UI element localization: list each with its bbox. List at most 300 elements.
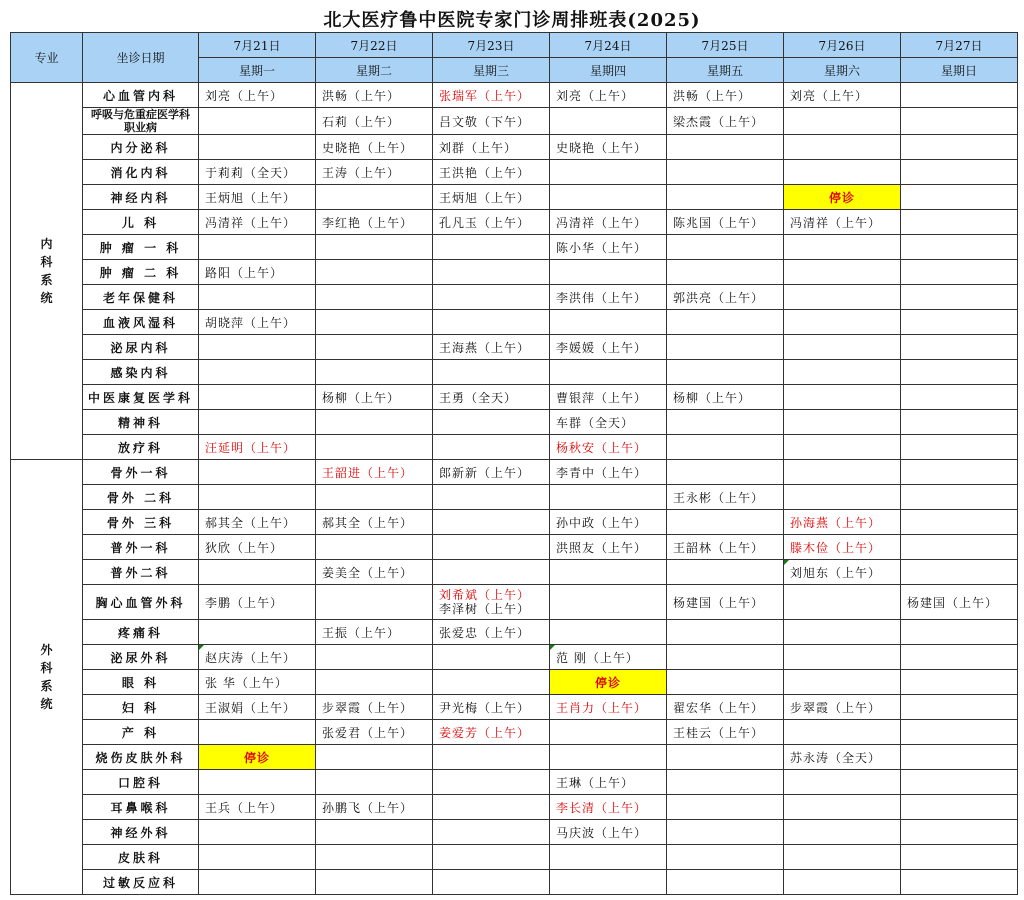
department-name: 心血管内科: [83, 83, 199, 108]
doctor-cell: 刘亮（上午）: [784, 83, 901, 108]
empty-cell: [550, 720, 667, 745]
empty-cell: [433, 645, 550, 670]
doctor-cell: 洪畅（上午）: [667, 83, 784, 108]
header-date: 7月21日: [199, 33, 316, 58]
doctor-cell: 王勇（全天）: [433, 385, 550, 410]
empty-cell: [199, 620, 316, 645]
empty-cell: [901, 335, 1018, 360]
empty-cell: [784, 310, 901, 335]
empty-cell: [667, 510, 784, 535]
header-clinic-date: 坐诊日期: [83, 33, 199, 83]
doctor-cell: 刘群（上午）: [433, 135, 550, 160]
empty-cell: [901, 460, 1018, 485]
empty-cell: [667, 845, 784, 870]
department-name: 血液风湿科: [83, 310, 199, 335]
department-name: 感染内科: [83, 360, 199, 385]
empty-cell: [901, 485, 1018, 510]
doctor-cell: 步翠霞（上午）: [316, 695, 433, 720]
doctor-cell: 张瑞军（上午）: [433, 83, 550, 108]
empty-cell: [667, 185, 784, 210]
table-row: [11, 770, 1018, 795]
department-name: 骨外 二科: [83, 485, 199, 510]
doctor-cell: 孙鹏飞（上午）: [316, 795, 433, 820]
empty-cell: [316, 485, 433, 510]
empty-cell: [433, 285, 550, 310]
doctor-cell: 杨建国（上午）: [667, 585, 784, 620]
doctor-cell: 王振（上午）: [316, 620, 433, 645]
suspended-cell: 停诊: [784, 185, 901, 210]
empty-cell: [667, 310, 784, 335]
empty-cell: [550, 360, 667, 385]
empty-cell: [784, 160, 901, 185]
empty-cell: [199, 135, 316, 160]
empty-cell: [316, 360, 433, 385]
empty-cell: [550, 870, 667, 895]
empty-cell: [901, 795, 1018, 820]
empty-cell: [433, 670, 550, 695]
empty-cell: [199, 770, 316, 795]
doctor-cell: 胡晓萍（上午）: [199, 310, 316, 335]
table-row: [11, 745, 1018, 770]
table-row: [11, 83, 1018, 108]
header-date: 7月24日: [550, 33, 667, 58]
doctor-cell: 苏永涛（全天）: [784, 745, 901, 770]
empty-cell: [199, 285, 316, 310]
doctor-cell: 李长清（上午）: [550, 795, 667, 820]
department-name: 泌尿内科: [83, 335, 199, 360]
empty-cell: [316, 870, 433, 895]
doctor-cell: 翟宏华（上午）: [667, 695, 784, 720]
empty-cell: [433, 260, 550, 285]
empty-cell: [667, 360, 784, 385]
empty-cell: [433, 845, 550, 870]
doctor-cell: 史晓艳（上午）: [550, 135, 667, 160]
empty-cell: [901, 695, 1018, 720]
table-row: [11, 870, 1018, 895]
doctor-cell: 王洪艳（上午）: [433, 160, 550, 185]
empty-cell: [667, 795, 784, 820]
empty-cell: [316, 820, 433, 845]
doctor-cell: 杨秋安（上午）: [550, 435, 667, 460]
doctor-cell: 李鹏（上午）: [199, 585, 316, 620]
table-row: [11, 585, 1018, 620]
table-row: [11, 620, 1018, 645]
empty-cell: [901, 845, 1018, 870]
doctor-cell: 李红艳（上午）: [316, 210, 433, 235]
department-name: 骨外 三科: [83, 510, 199, 535]
empty-cell: [784, 285, 901, 310]
empty-cell: [316, 185, 433, 210]
header-weekday: 星期日: [901, 58, 1018, 83]
empty-cell: [316, 770, 433, 795]
empty-cell: [901, 310, 1018, 335]
empty-cell: [433, 360, 550, 385]
table-row: [11, 795, 1018, 820]
department-name: 呼吸与危重症医学科职业病: [83, 108, 199, 135]
doctor-cell: 步翠霞（上午）: [784, 695, 901, 720]
empty-cell: [667, 770, 784, 795]
table-row: [11, 360, 1018, 385]
table-header: [11, 33, 1018, 83]
doctor-cell: 孔凡玉（上午）: [433, 210, 550, 235]
empty-cell: [667, 745, 784, 770]
department-name: 妇 科: [83, 695, 199, 720]
table-row: [11, 235, 1018, 260]
empty-cell: [199, 108, 316, 135]
empty-cell: [199, 235, 316, 260]
department-name: 中医康复医学科: [83, 385, 199, 410]
suspended-cell: 停诊: [550, 670, 667, 695]
empty-cell: [901, 385, 1018, 410]
doctor-cell: 李青中（上午）: [550, 460, 667, 485]
doctor-cell: 史晓艳（上午）: [316, 135, 433, 160]
doctor-cell: 李洪伟（上午）: [550, 285, 667, 310]
empty-cell: [667, 620, 784, 645]
header-date: 7月26日: [784, 33, 901, 58]
table-body: [11, 83, 1018, 895]
doctor-cell: 陈小华（上午）: [550, 235, 667, 260]
doctor-cell: 曹银萍（上午）: [550, 385, 667, 410]
empty-cell: [433, 820, 550, 845]
empty-cell: [316, 745, 433, 770]
department-name: 胸心血管外科: [83, 585, 199, 620]
empty-cell: [199, 720, 316, 745]
department-name: 精神科: [83, 410, 199, 435]
doctor-cell: 郎新新（上午）: [433, 460, 550, 485]
doctor-cell: 滕木俭（上午）: [784, 535, 901, 560]
table-row: [11, 485, 1018, 510]
table-row: [11, 385, 1018, 410]
department-name: 产 科: [83, 720, 199, 745]
doctor-cell: 马庆波（上午）: [550, 820, 667, 845]
empty-cell: [550, 310, 667, 335]
group-name: 内科系统: [40, 237, 53, 305]
group-name: 外科系统: [40, 643, 53, 711]
empty-cell: [433, 560, 550, 585]
table-row: [11, 335, 1018, 360]
empty-cell: [784, 820, 901, 845]
doctor-cell: 吕文敬（下午）: [433, 108, 550, 135]
empty-cell: [433, 745, 550, 770]
empty-cell: [433, 535, 550, 560]
department-name: 过敏反应科: [83, 870, 199, 895]
header-specialty: 专业: [11, 33, 83, 83]
department-name: 泌尿外科: [83, 645, 199, 670]
empty-cell: [199, 335, 316, 360]
empty-cell: [199, 845, 316, 870]
empty-cell: [784, 385, 901, 410]
department-name: 神经内科: [83, 185, 199, 210]
empty-cell: [433, 410, 550, 435]
empty-cell: [433, 235, 550, 260]
header-weekday: 星期五: [667, 58, 784, 83]
department-name: 普外二科: [83, 560, 199, 585]
empty-cell: [199, 360, 316, 385]
table-row: [11, 135, 1018, 160]
department-name: 眼 科: [83, 670, 199, 695]
empty-cell: [550, 745, 667, 770]
empty-cell: [901, 870, 1018, 895]
empty-cell: [199, 560, 316, 585]
doctor-cell: 杨建国（上午）: [901, 585, 1018, 620]
doctor-cell: 杨柳（上午）: [316, 385, 433, 410]
table-row: [11, 820, 1018, 845]
table-row: [11, 260, 1018, 285]
table-row: [11, 460, 1018, 485]
empty-cell: [316, 410, 433, 435]
department-name: 内分泌科: [83, 135, 199, 160]
doctor-cell: 王永彬（上午）: [667, 485, 784, 510]
empty-cell: [901, 210, 1018, 235]
empty-cell: [550, 185, 667, 210]
doctor-cell: 刘亮（上午）: [550, 83, 667, 108]
empty-cell: [784, 360, 901, 385]
empty-cell: [901, 360, 1018, 385]
empty-cell: [316, 645, 433, 670]
table-row: [11, 535, 1018, 560]
doctor-cell: 于莉莉（全天）: [199, 160, 316, 185]
empty-cell: [901, 435, 1018, 460]
doctor-cell: 洪畅（上午）: [316, 83, 433, 108]
table-row: [11, 160, 1018, 185]
header-weekday: 星期一: [199, 58, 316, 83]
empty-cell: [667, 435, 784, 460]
doctor-cell: 狄欣（上午）: [199, 535, 316, 560]
header-weekday: 星期六: [784, 58, 901, 83]
doctor-cell: 梁杰霞（上午）: [667, 108, 784, 135]
empty-cell: [901, 235, 1018, 260]
empty-cell: [901, 720, 1018, 745]
empty-cell: [667, 410, 784, 435]
doctor-cell: 刘旭东（上午）: [784, 560, 901, 585]
empty-cell: [316, 585, 433, 620]
empty-cell: [784, 645, 901, 670]
department-name: 肿 瘤 一 科: [83, 235, 199, 260]
empty-cell: [901, 510, 1018, 535]
empty-cell: [433, 510, 550, 535]
empty-cell: [784, 108, 901, 135]
empty-cell: [199, 485, 316, 510]
empty-cell: [433, 770, 550, 795]
empty-cell: [901, 410, 1018, 435]
header-date: 7月25日: [667, 33, 784, 58]
empty-cell: [199, 385, 316, 410]
doctor-entry: 刘希斌（上午）: [439, 588, 531, 602]
department-name: 口腔科: [83, 770, 199, 795]
doctor-cell: 冯清祥（上午）: [784, 210, 901, 235]
empty-cell: [784, 485, 901, 510]
empty-cell: [784, 585, 901, 620]
department-name: 普外一科: [83, 535, 199, 560]
empty-cell: [550, 485, 667, 510]
table-row: [11, 108, 1018, 135]
doctor-cell: 郝其全（上午）: [316, 510, 433, 535]
empty-cell: [901, 160, 1018, 185]
table-row: [11, 510, 1018, 535]
empty-cell: [433, 795, 550, 820]
header-date: 7月22日: [316, 33, 433, 58]
table-row: [11, 185, 1018, 210]
doctor-cell: 冯清祥（上午）: [199, 210, 316, 235]
empty-cell: [784, 720, 901, 745]
empty-cell: [901, 135, 1018, 160]
empty-cell: [784, 410, 901, 435]
doctor-cell: 张爱忠（上午）: [433, 620, 550, 645]
doctor-cell: 汪延明（上午）: [199, 435, 316, 460]
empty-cell: [901, 108, 1018, 135]
empty-cell: [667, 460, 784, 485]
suspended-cell: 停诊: [199, 745, 316, 770]
department-name: 疼痛科: [83, 620, 199, 645]
doctor-cell: 姜爱芳（上午）: [433, 720, 550, 745]
empty-cell: [667, 820, 784, 845]
empty-cell: [433, 435, 550, 460]
empty-cell: [784, 845, 901, 870]
empty-cell: [784, 770, 901, 795]
empty-cell: [199, 460, 316, 485]
empty-cell: [667, 670, 784, 695]
doctor-cell: 王韶进（上午）: [316, 460, 433, 485]
doctor-cell: 陈兆国（上午）: [667, 210, 784, 235]
empty-cell: [784, 670, 901, 695]
doctor-cell: 王桂云（上午）: [667, 720, 784, 745]
header-weekday: 星期二: [316, 58, 433, 83]
doctor-cell: 王兵（上午）: [199, 795, 316, 820]
doctor-cell: 李媛媛（上午）: [550, 335, 667, 360]
empty-cell: [901, 745, 1018, 770]
empty-cell: [316, 260, 433, 285]
department-name: 神经外科: [83, 820, 199, 845]
table-row: [11, 695, 1018, 720]
empty-cell: [316, 310, 433, 335]
empty-cell: [784, 460, 901, 485]
empty-cell: [784, 135, 901, 160]
empty-cell: [667, 560, 784, 585]
empty-cell: [316, 335, 433, 360]
group-label: [11, 460, 83, 895]
department-name: 老年保健科: [83, 285, 199, 310]
department-name: 烧伤皮肤外科: [83, 745, 199, 770]
doctor-cell: 张 华（上午）: [199, 670, 316, 695]
table-row: [11, 285, 1018, 310]
empty-cell: [901, 83, 1018, 108]
empty-cell: [316, 235, 433, 260]
empty-cell: [550, 585, 667, 620]
table-row: [11, 560, 1018, 585]
table-row: [11, 435, 1018, 460]
empty-cell: [550, 160, 667, 185]
empty-cell: [784, 260, 901, 285]
doctor-cell: 郭洪亮（上午）: [667, 285, 784, 310]
doctor-cell: 孙海燕（上午）: [784, 510, 901, 535]
empty-cell: [433, 485, 550, 510]
doctor-cell: 洪照友（上午）: [550, 535, 667, 560]
doctor-cell: 刘亮（上午）: [199, 83, 316, 108]
doctor-cell: 范 刚（上午）: [550, 645, 667, 670]
empty-cell: [316, 435, 433, 460]
empty-cell: [901, 260, 1018, 285]
empty-cell: [901, 560, 1018, 585]
doctor-cell: 赵庆涛（上午）: [199, 645, 316, 670]
empty-cell: [433, 870, 550, 895]
department-name: 儿 科: [83, 210, 199, 235]
empty-cell: [901, 645, 1018, 670]
empty-cell: [784, 795, 901, 820]
empty-cell: [667, 160, 784, 185]
doctor-cell: 王肖力（上午）: [550, 695, 667, 720]
table-row: [11, 310, 1018, 335]
table-row: [11, 410, 1018, 435]
empty-cell: [550, 845, 667, 870]
empty-cell: [901, 670, 1018, 695]
empty-cell: [784, 435, 901, 460]
doctor-cell: 王炳旭（上午）: [199, 185, 316, 210]
header-date: 7月27日: [901, 33, 1018, 58]
empty-cell: [316, 285, 433, 310]
empty-cell: [784, 620, 901, 645]
doctor-entry: 李泽树（上午）: [439, 602, 531, 616]
empty-cell: [316, 535, 433, 560]
header-weekday: 星期三: [433, 58, 550, 83]
department-name: 消化内科: [83, 160, 199, 185]
doctor-cell: 尹光梅（上午）: [433, 695, 550, 720]
department-name: 骨外一科: [83, 460, 199, 485]
empty-cell: [550, 560, 667, 585]
doctor-cell: 王炳旭（上午）: [433, 185, 550, 210]
empty-cell: [667, 135, 784, 160]
empty-cell: [667, 260, 784, 285]
department-name: 放疗科: [83, 435, 199, 460]
empty-cell: [901, 535, 1018, 560]
header-date: 7月23日: [433, 33, 550, 58]
doctor-cell: 郝其全（上午）: [199, 510, 316, 535]
doctor-cell: [433, 585, 550, 620]
empty-cell: [316, 845, 433, 870]
doctor-cell: 车群（全天）: [550, 410, 667, 435]
page-title: 北大医疗鲁中医院专家门诊周排班表(2025): [323, 10, 701, 31]
empty-cell: [901, 820, 1018, 845]
department-name: 耳鼻喉科: [83, 795, 199, 820]
empty-cell: [199, 820, 316, 845]
doctor-cell: 冯清祥（上午）: [550, 210, 667, 235]
doctor-cell: 王韶林（上午）: [667, 535, 784, 560]
empty-cell: [316, 670, 433, 695]
table-row: [11, 845, 1018, 870]
empty-cell: [667, 870, 784, 895]
empty-cell: [667, 645, 784, 670]
empty-cell: [784, 870, 901, 895]
empty-cell: [667, 335, 784, 360]
empty-cell: [550, 260, 667, 285]
department-name: 肿 瘤 二 科: [83, 260, 199, 285]
doctor-cell: 张爱君（上午）: [316, 720, 433, 745]
doctor-cell: 王涛（上午）: [316, 160, 433, 185]
empty-cell: [550, 620, 667, 645]
empty-cell: [901, 185, 1018, 210]
table-row: [11, 645, 1018, 670]
doctor-cell: 孙中政（上午）: [550, 510, 667, 535]
empty-cell: [550, 108, 667, 135]
table-row: [11, 720, 1018, 745]
schedule-table: [10, 32, 1018, 895]
doctor-cell: 杨柳（上午）: [667, 385, 784, 410]
doctor-cell: 姜美全（上午）: [316, 560, 433, 585]
doctor-cell: 石莉（上午）: [316, 108, 433, 135]
table-row: [11, 210, 1018, 235]
empty-cell: [199, 410, 316, 435]
empty-cell: [784, 235, 901, 260]
empty-cell: [784, 335, 901, 360]
